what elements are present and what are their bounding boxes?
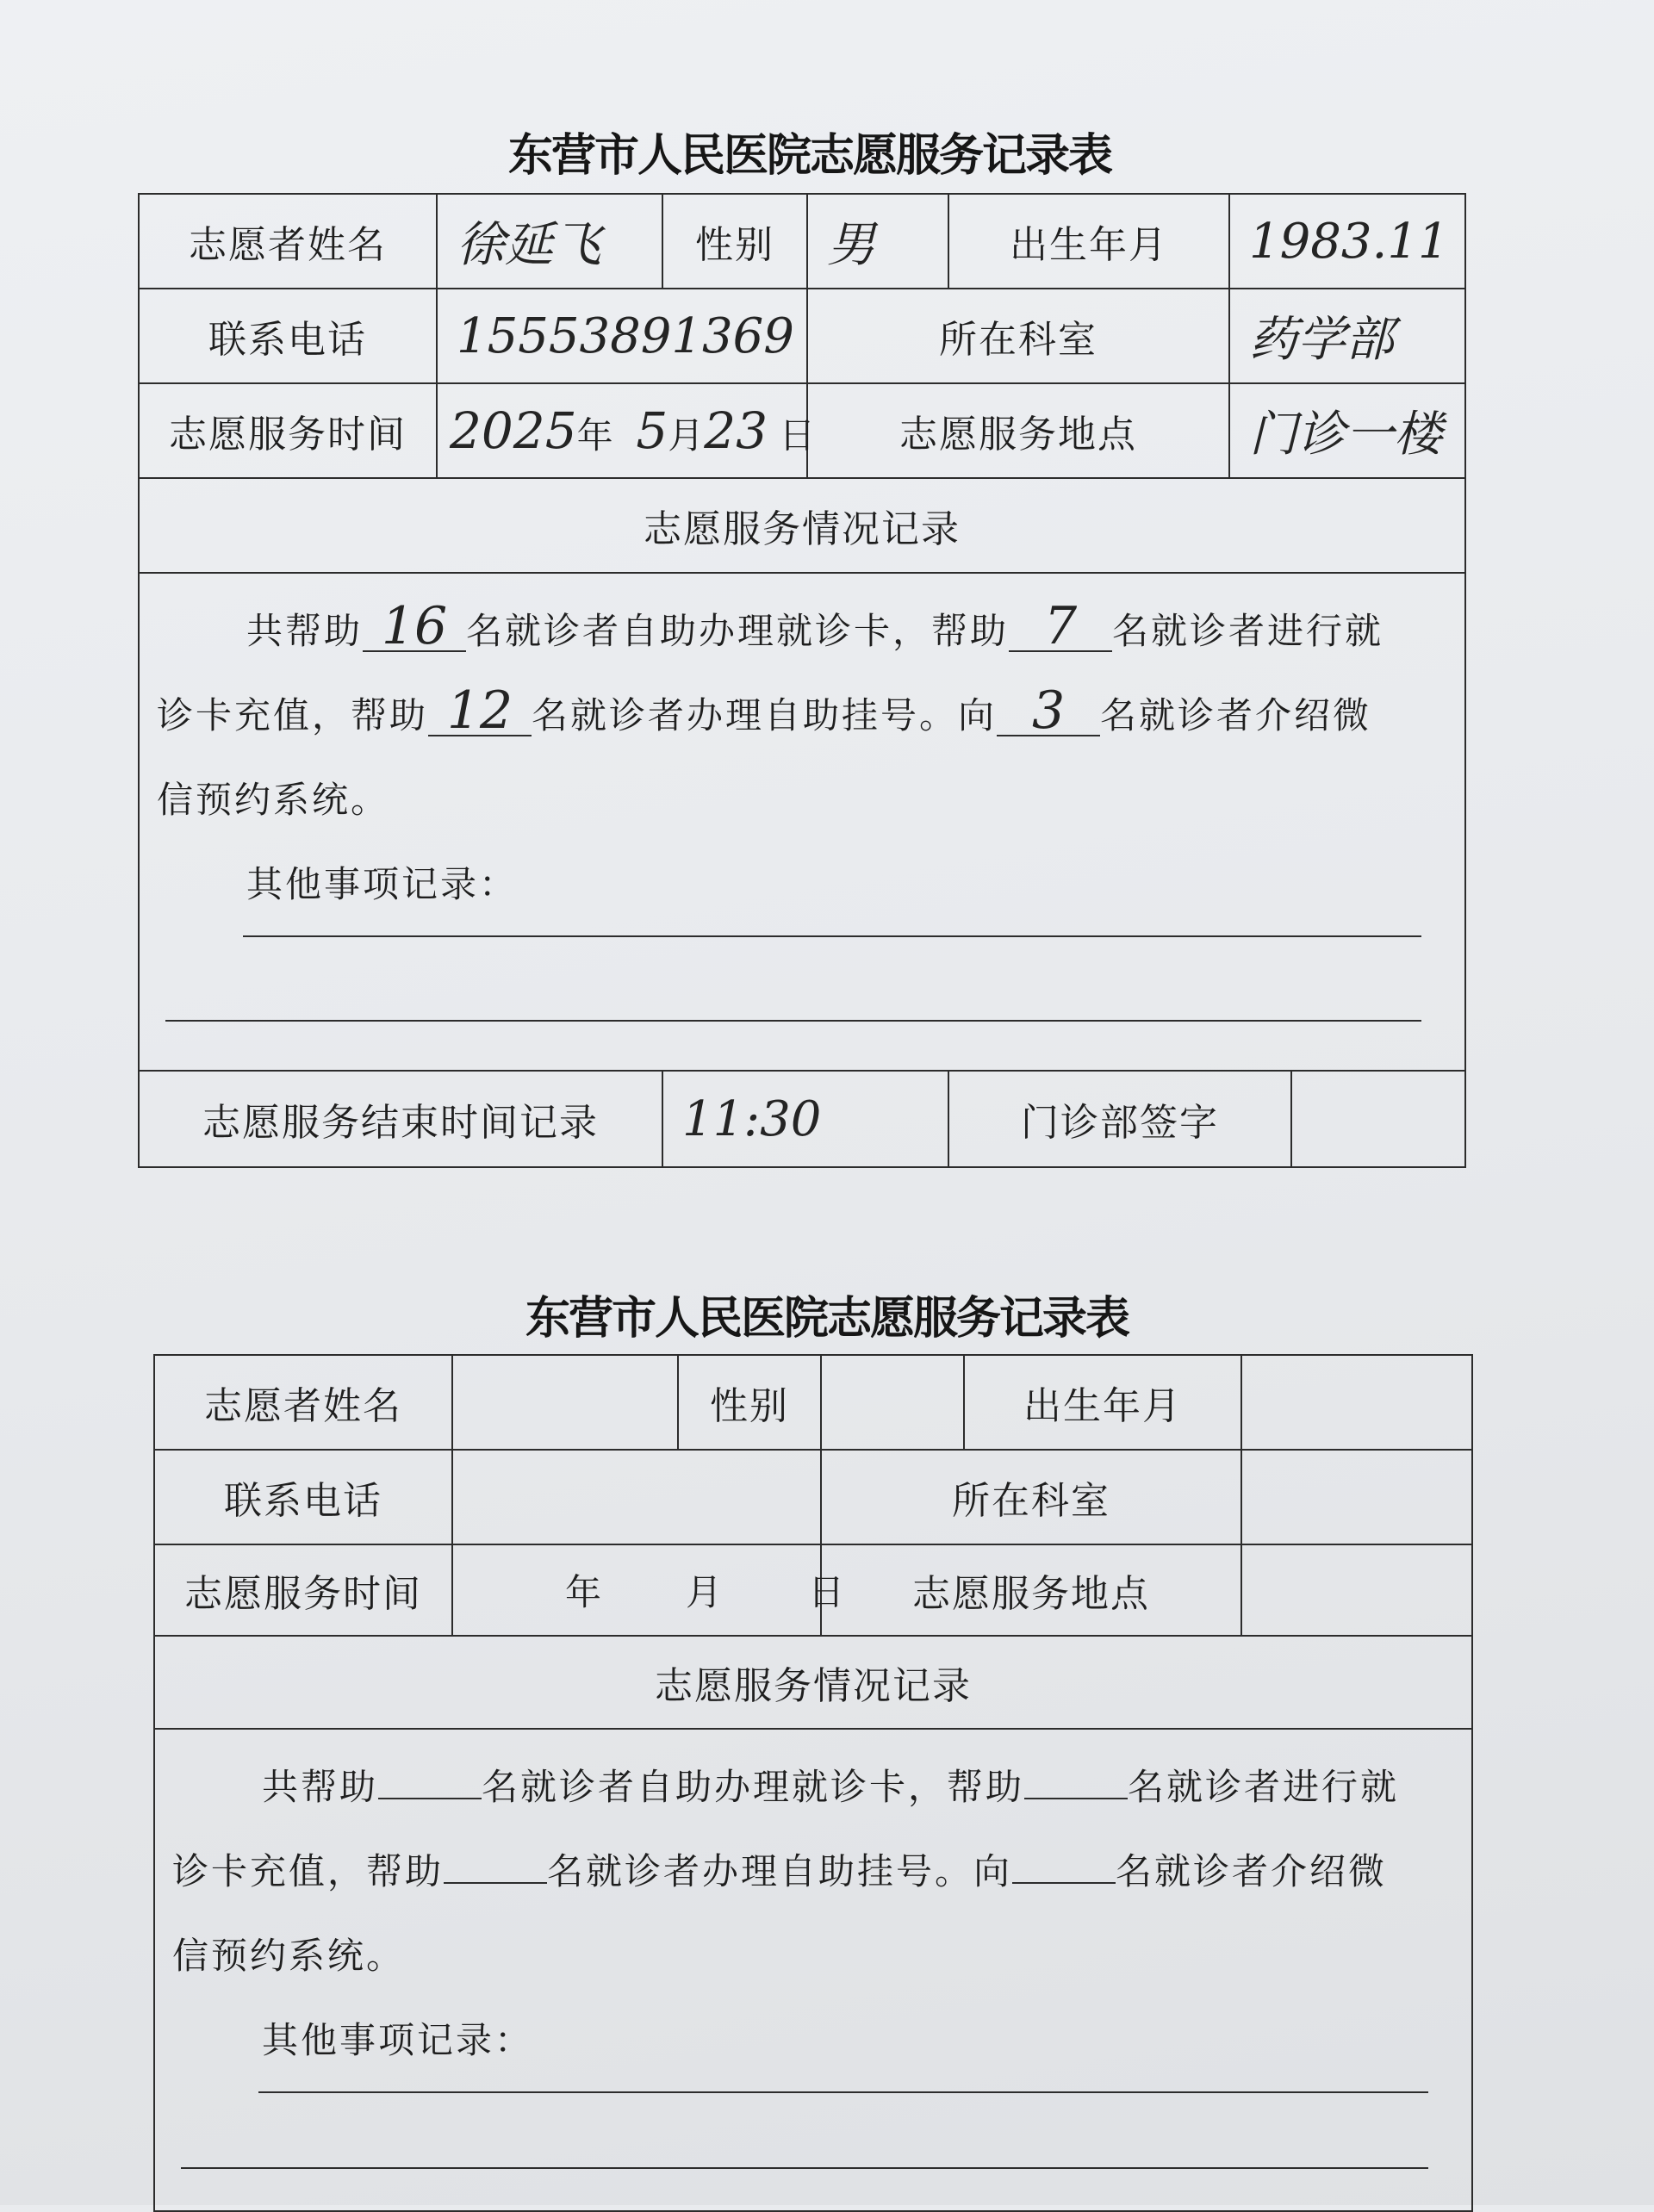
other-notes-line-1[interactable] [243,935,1421,937]
day-unit: 日 [808,1571,845,1613]
form1-record-body [139,573,1465,1071]
form1-value-birth[interactable]: 1983.11 [1229,194,1465,289]
year-unit: 年 [565,1571,602,1613]
form1-value-dept[interactable]: 药学部 [1229,289,1465,383]
form2-blank-4[interactable] [1012,1834,1116,1884]
form1-label-birth: 出生年月 [948,194,1229,289]
form2-table [153,1354,1473,2212]
form1-table [138,193,1466,1168]
form2-record-header: 志愿服务情况记录 [154,1636,1472,1729]
form2-value-dept[interactable] [1241,1450,1472,1544]
record-text: 名就诊者自助办理就诊卡，帮助 [482,1766,1025,1808]
record-text: 名就诊者办理自助挂号。向 [547,1850,1013,1892]
form2-blank-2[interactable] [1024,1749,1128,1799]
record-text: 诊卡充值，帮助 [172,1850,445,1892]
record-text: 诊卡充值，帮助 [157,694,429,736]
form1-label-name: 志愿者姓名 [139,194,437,289]
form2-value-name[interactable] [452,1355,678,1450]
record-line-3: 信预约系统。 [157,779,390,821]
form2-value-place[interactable] [1241,1544,1472,1636]
form1-blank-2[interactable]: 7 [1009,602,1112,652]
form2-label-birth: 出生年月 [964,1355,1241,1450]
form2-title: 东营市人民医院志愿服务记录表 [525,1292,1129,1345]
form1-label-gender: 性别 [662,194,807,289]
form1-label-dept: 所在科室 [807,289,1229,383]
form1-value-phone[interactable]: 15553891369 [437,289,807,383]
form1-label-phone: 联系电话 [139,289,437,383]
year-unit: 年 [576,414,613,457]
record-line-1 [157,589,1447,674]
form2-label-service-time: 志愿服务时间 [154,1544,452,1636]
form1-value-name[interactable]: 徐延飞 [437,194,662,289]
form2-value-birth[interactable] [1241,1355,1472,1450]
form1-value-month: 5 [636,401,668,460]
form2-label-name: 志愿者姓名 [154,1355,452,1450]
record-text: 名就诊者介绍微 [1116,1850,1388,1892]
form1-blank-4[interactable]: 3 [997,687,1100,736]
other-notes-line-2[interactable] [165,1020,1421,1022]
form1-value-place[interactable]: 门诊一楼 [1229,383,1465,478]
other-notes-line-2[interactable] [181,2167,1428,2169]
form1-value-day: 23 [704,401,768,460]
form1-label-service-place: 志愿服务地点 [807,383,1229,478]
form2-blank-1[interactable] [378,1749,482,1799]
form2-service-date[interactable] [452,1544,845,1636]
record-line-3: 信预约系统。 [172,1935,406,1977]
form2-blank-3[interactable] [444,1834,547,1884]
form2-label-phone: 联系电话 [154,1450,452,1544]
form2-record-body [154,1729,1472,2211]
form1-label-service-time: 志愿服务时间 [139,383,437,478]
form1-label-end-time: 志愿服务结束时间记录 [139,1071,662,1167]
form1-value-year: 2025 [450,401,577,460]
record-text: 名就诊者进行就 [1112,610,1384,652]
day-unit: 日 [779,414,816,457]
form1-record-header: 志愿服务情况记录 [139,478,1465,573]
form1-value-end-time[interactable]: 11:30 [662,1071,948,1167]
record-line-2 [172,1830,1454,1914]
form1-title: 东营市人民医院志愿服务记录表 [507,129,1111,182]
form1-label-sign: 门诊部签字 [948,1071,1291,1167]
other-notes-label: 其他事项记录： [262,2019,534,2061]
form2-label-gender: 性别 [678,1355,821,1450]
record-text: 名就诊者介绍微 [1100,694,1372,736]
month-unit: 月 [686,1571,723,1613]
month-unit: 月 [668,414,705,457]
record-text: 名就诊者办理自助挂号。向 [532,694,998,736]
form1-value-gender[interactable]: 男 [807,194,948,289]
form1-service-date[interactable] [437,383,816,478]
form1-sign-cell[interactable] [1291,1071,1465,1167]
form1-blank-1[interactable]: 16 [363,602,466,652]
record-line-2 [157,674,1447,758]
record-text: 共帮助 [246,610,364,652]
form2-label-dept: 所在科室 [821,1450,1241,1544]
record-text: 共帮助 [262,1766,379,1808]
form2-value-gender[interactable] [821,1355,964,1450]
record-text: 名就诊者自助办理就诊卡，帮助 [466,610,1010,652]
form2-label-service-place: 志愿服务地点 [821,1544,1241,1636]
record-line-1 [172,1745,1454,1830]
other-notes-label: 其他事项记录： [246,863,519,905]
form1-blank-3[interactable]: 12 [428,687,532,736]
other-notes-line-1[interactable] [258,2091,1428,2093]
form2-value-phone[interactable] [452,1450,821,1544]
record-text: 名就诊者进行就 [1128,1766,1400,1808]
